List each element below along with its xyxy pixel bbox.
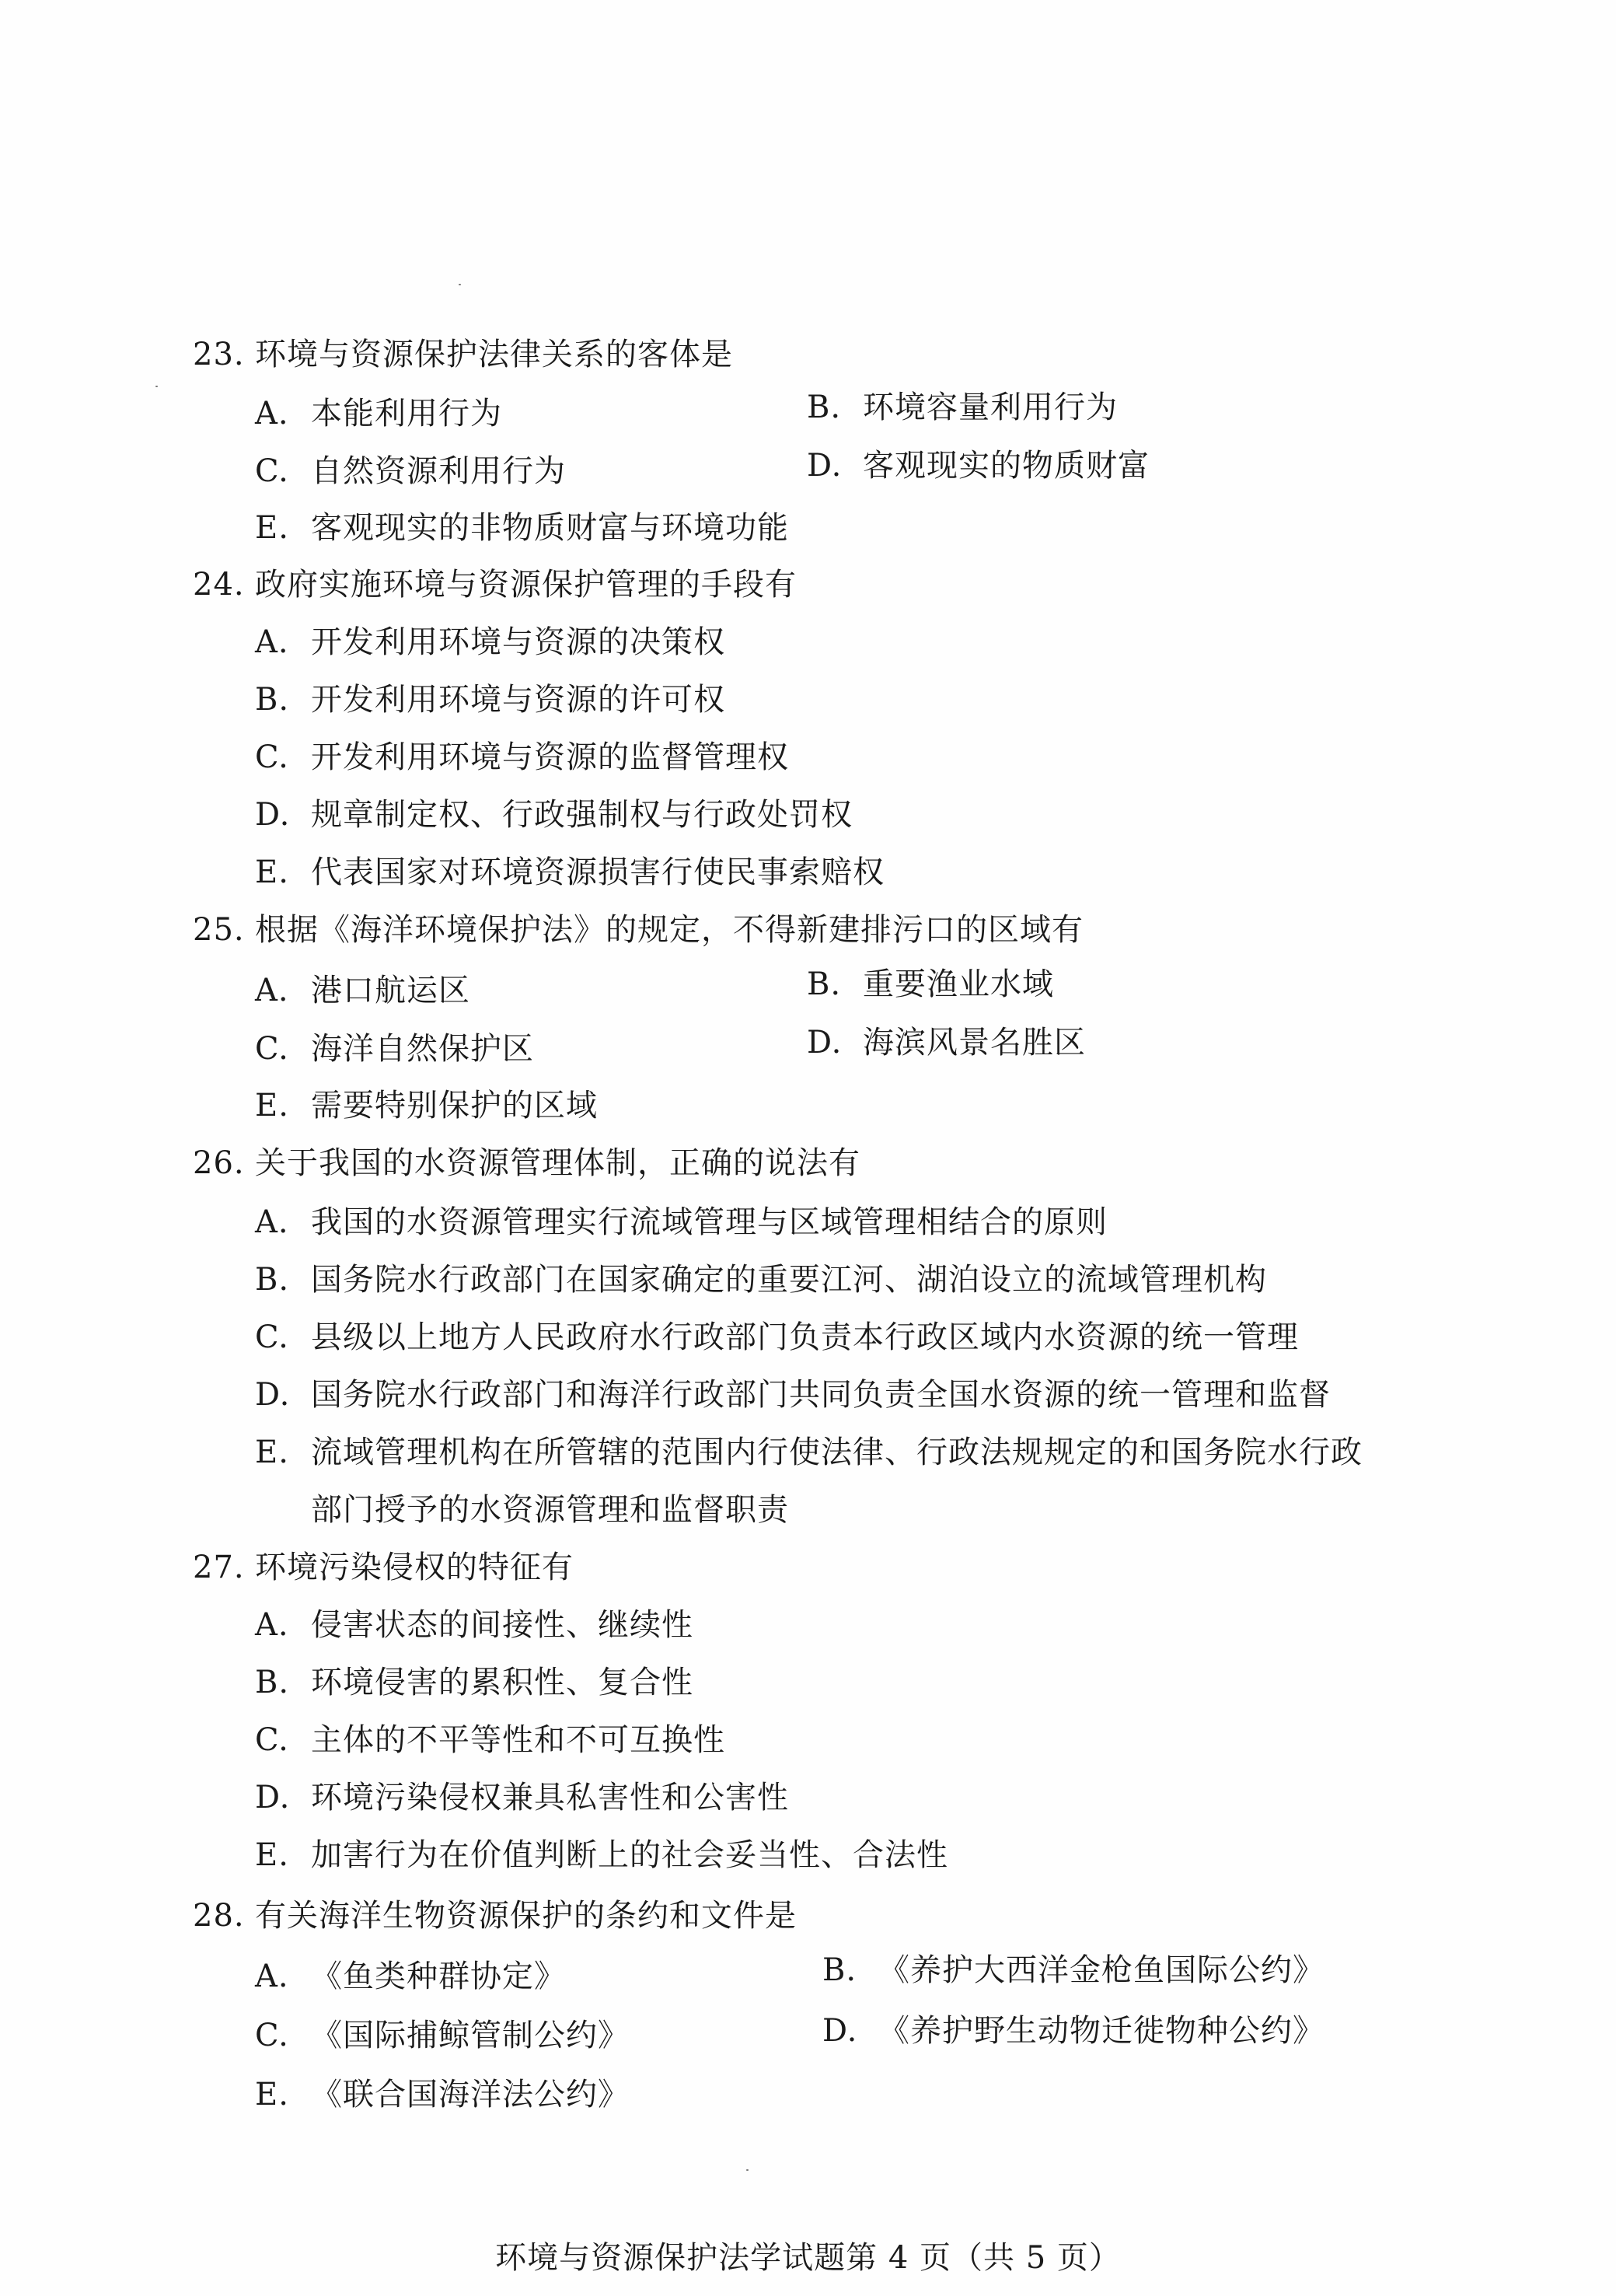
option-text: 本能利用行为 [311,396,502,432]
question-28-stem [193,1897,797,1934]
option-letter: B. [807,966,842,1002]
question-25-option-e [255,1087,598,1124]
option-letter: C. [255,739,289,775]
option-text: 环境容量利用行为 [863,390,1118,425]
question-26-option-e [255,1434,1363,1471]
option-text: 海洋自然保护区 [311,1031,534,1067]
question-25-option-d [807,1024,1086,1061]
option-text: 流域管理机构在所管辖的范围内行使法律、行政法规规定的和国务院水行政 [311,1435,1363,1470]
option-letter: C. [255,1031,289,1067]
question-26-option-d [255,1376,1331,1414]
option-letter: D. [822,2013,858,2049]
question-stem-text: 关于我国的水资源管理体制，正确的说法有 [255,1145,860,1181]
question-stem-text: 有关海洋生物资源保护的条约和文件是 [255,1898,797,1934]
question-stem-text: 政府实施环境与资源保护管理的手段有 [255,567,797,603]
option-text: 主体的不平等性和不可互换性 [311,1722,725,1758]
option-letter: A. [255,396,289,432]
question-number: 23. [193,337,245,372]
option-letter: B. [807,390,842,425]
question-stem-text: 根据《海洋环境保护法》的规定，不得新建排污口的区域有 [255,912,1084,948]
question-27-option-a [255,1606,693,1644]
scan-speck [746,2169,749,2171]
question-24-stem [193,566,797,603]
option-letter: D. [255,1377,291,1413]
option-text: 《国际捕鲸管制公约》 [311,2018,630,2053]
option-text: 《养护大西洋金枪鱼国际公约》 [878,1952,1325,1988]
question-26-option-e-continuation [311,1491,789,1529]
question-24-option-d [255,796,853,833]
option-text: 港口航运区 [311,973,470,1008]
question-28-option-d [822,2012,1325,2050]
question-stem-text: 环境污染侵权的特征有 [255,1550,574,1585]
question-26-option-b [255,1261,1267,1298]
question-number: 25. [193,912,245,948]
option-text: 开发利用环境与资源的决策权 [311,624,725,660]
question-28-option-a [255,1958,566,1995]
option-text: 开发利用环境与资源的监督管理权 [311,739,789,775]
question-25-stem [193,911,1084,949]
question-23-stem [193,336,733,373]
option-text: 县级以上地方人民政府水行政部门负责本行政区域内水资源的统一管理 [311,1319,1299,1355]
question-25-option-a [255,972,470,1009]
question-23-option-b [807,389,1118,426]
question-25-option-b [807,966,1054,1003]
option-letter: D. [807,1025,843,1061]
option-letter: E. [255,854,289,890]
question-27-stem [193,1549,574,1586]
question-27-option-d [255,1779,789,1816]
option-letter: A. [255,1204,289,1240]
question-26-option-a [255,1204,1108,1241]
option-text: 我国的水资源管理实行流域管理与区域管理相结合的原则 [311,1204,1108,1240]
question-26-stem [193,1145,860,1182]
question-27-option-e [255,1836,948,1874]
option-letter: C. [255,453,289,489]
question-23-option-d [807,447,1150,484]
question-27-option-c [255,1721,725,1759]
question-26-option-c [255,1319,1299,1356]
option-letter: D. [807,448,843,484]
question-number: 28. [193,1898,245,1934]
option-letter: C. [255,1722,289,1758]
option-text-continuation: 部门授予的水资源管理和监督职责 [311,1492,789,1528]
option-letter: E. [255,2077,289,2113]
question-stem-text: 环境与资源保护法律关系的客体是 [255,337,733,372]
option-letter: B. [822,1952,857,1988]
option-letter: E. [255,1435,289,1470]
option-text: 自然资源利用行为 [311,453,566,489]
question-number: 26. [193,1145,245,1181]
option-text: 规章制定权、行政强制权与行政处罚权 [311,797,853,833]
option-text: 《养护野生动物迁徙物种公约》 [878,2013,1325,2049]
option-letter: A. [255,624,289,660]
option-letter: B. [255,1665,290,1700]
question-25-option-c [255,1030,534,1068]
option-text: 需要特别保护的区域 [311,1088,598,1124]
question-23-option-a [255,395,502,432]
option-letter: A. [255,973,289,1008]
option-letter: A. [255,1959,289,1994]
question-23-option-c [255,453,566,490]
option-letter: E. [255,1088,289,1124]
question-27-option-b [255,1664,693,1701]
option-text: 环境污染侵权兼具私害性和公害性 [311,1780,789,1815]
option-letter: D. [255,797,291,833]
option-text: 环境侵害的累积性、复合性 [311,1665,693,1700]
option-letter: D. [255,1780,291,1815]
question-28-option-b [822,1952,1325,1989]
option-text: 国务院水行政部门和海洋行政部门共同负责全国水资源的统一管理和监督 [311,1377,1331,1413]
option-text: 客观现实的非物质财富与环境功能 [311,510,789,546]
option-letter: B. [255,682,290,718]
option-letter: B. [255,1262,290,1298]
scan-speck [155,386,158,387]
option-text: 代表国家对环境资源损害行使民事索赔权 [311,854,885,890]
option-text: 侵害状态的间接性、继续性 [311,1607,693,1643]
option-letter: C. [255,2018,289,2053]
question-23-option-e [255,509,789,547]
option-letter: C. [255,1319,289,1355]
option-text: 《联合国海洋法公约》 [311,2077,630,2113]
option-text: 重要渔业水域 [863,966,1054,1002]
question-28-option-e [255,2076,630,2113]
question-24-option-b [255,681,725,718]
option-text: 开发利用环境与资源的许可权 [311,682,725,718]
option-text: 加害行为在价值判断上的社会妥当性、合法性 [311,1837,948,1873]
option-letter: E. [255,1837,289,1873]
option-text: 《鱼类种群协定》 [311,1959,566,1994]
scan-speck [459,284,461,285]
question-24-option-a [255,624,725,661]
option-letter: A. [255,1607,289,1643]
option-text: 客观现实的物质财富 [863,448,1150,484]
option-text: 海滨风景名胜区 [863,1025,1086,1061]
question-number: 27. [193,1550,245,1585]
option-letter: E. [255,510,289,546]
question-24-option-e [255,854,885,891]
option-text: 国务院水行政部门在国家确定的重要江河、湖泊设立的流域管理机构 [311,1262,1267,1298]
question-number: 24. [193,567,245,603]
question-24-option-c [255,739,789,776]
page-footer: 环境与资源保护法学试题第 4 页（共 5 页） [495,2240,1121,2276]
question-28-option-c [255,2017,630,2054]
